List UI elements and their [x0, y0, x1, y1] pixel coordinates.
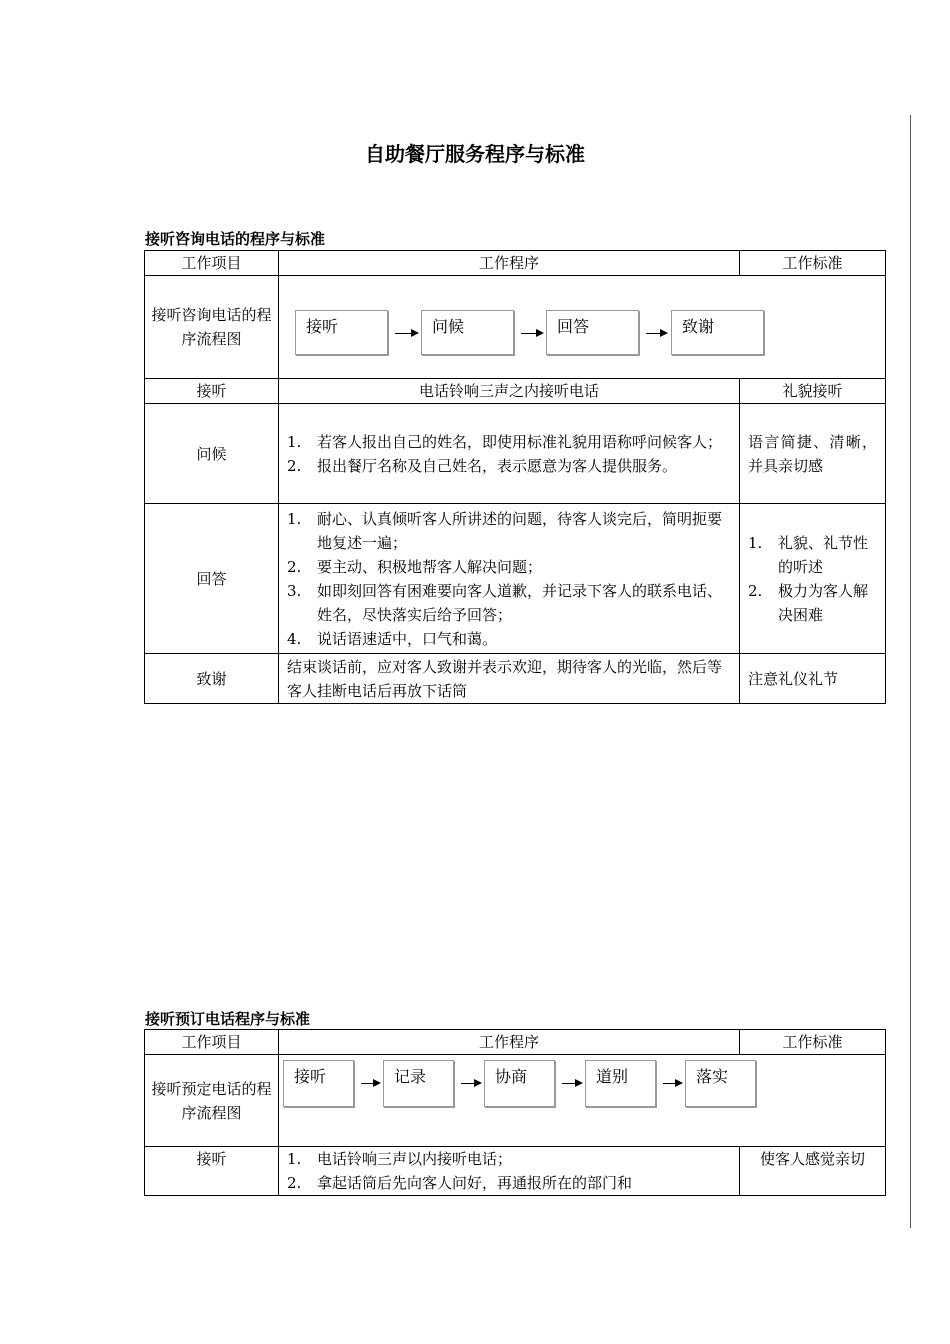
flowchart: [279, 1055, 885, 1146]
standard-list: [748, 531, 877, 627]
arrow-icon: [361, 1083, 379, 1084]
list-item: 2. 报出餐厅名称及自己姓名，表示愿意为客人提供服务。: [287, 456, 678, 475]
page-margin-rule: [910, 115, 911, 1228]
header-item: 工作项目: [145, 1030, 279, 1055]
header-item: 工作项目: [145, 251, 279, 276]
list-item: 2. 极力为客人解决困难: [748, 581, 869, 624]
page-title: 自助餐厅服务程序与标准: [365, 142, 585, 166]
row-procedure: [279, 1147, 740, 1196]
list-item: 1. 电话铃响三声以内接听电话；: [287, 1150, 513, 1168]
header-procedure: 工作程序: [279, 251, 740, 276]
row-item: 问候: [145, 404, 279, 504]
list-item: 2. 要主动、积极地帮客人解决问题；: [287, 557, 543, 576]
flowchart-row: [145, 1055, 886, 1147]
procedure-list: [287, 507, 731, 651]
header-standard: 工作标准: [740, 1030, 886, 1055]
flow-step: 致谢: [671, 310, 764, 355]
arrow-icon: [646, 333, 666, 334]
row-item: 接听: [145, 379, 279, 404]
procedure-list: [287, 430, 731, 478]
flowchart-row: [145, 276, 886, 379]
arrow-icon: [562, 1083, 581, 1084]
list-item: 1. 礼貌、礼节性的听述: [748, 533, 869, 576]
arrow-icon: [395, 333, 417, 334]
row-procedure: [279, 404, 740, 504]
table-header-row: [145, 1030, 886, 1055]
row-item: 回答: [145, 504, 279, 654]
row-standard: 注意礼仪礼节: [740, 654, 886, 704]
section2-heading: 接听预订电话程序与标准: [145, 1010, 311, 1028]
row-standard: 语言简捷、清晰，并具亲切感: [740, 404, 886, 504]
flowchart: [279, 276, 885, 378]
procedure-list: [287, 1147, 731, 1195]
row-procedure: 电话铃响三声之内接听电话: [279, 379, 740, 404]
arrow-icon: [521, 333, 542, 334]
arrow-icon: [461, 1083, 480, 1084]
row-standard: [740, 504, 886, 654]
flow-step: 协商: [484, 1060, 555, 1107]
flow-step: 落实: [685, 1060, 756, 1107]
list-item: 1. 若客人报出自己的姓名，即使用标准礼貌用语称呼问候客人；: [287, 432, 723, 451]
flow-step: 道别: [585, 1060, 656, 1107]
table-row: [145, 379, 886, 404]
row-item: 接听: [145, 1147, 279, 1196]
table-row: [145, 504, 886, 654]
row-standard: 礼貌接听: [740, 379, 886, 404]
table-row: [145, 654, 886, 704]
arrow-icon: [663, 1083, 681, 1084]
flowchart-cell: [279, 276, 886, 379]
table-row: [145, 1147, 886, 1196]
flowchart-cell: [279, 1055, 886, 1147]
header-procedure: 工作程序: [279, 1030, 740, 1055]
row-item: 致谢: [145, 654, 279, 704]
list-item: 1. 耐心、认真倾听客人所讲述的问题，待客人谈完后，简明扼要地复述一遍；: [287, 509, 723, 552]
row-procedure: 结束谈话前，应对客人致谢并表示欢迎，期待客人的光临，然后等客人挂断电话后再放下话筒: [279, 654, 740, 704]
list-item: 3. 如即刻回答有困难要向客人道歉，并记录下客人的联系电话、姓名，尽快落实后给予回答；: [287, 581, 723, 624]
flow-step: 记录: [383, 1060, 454, 1107]
list-item: 2. 拿起话筒后先向客人问好，再通报所在的部门和: [287, 1174, 633, 1192]
row-standard: 使客人感觉亲切: [740, 1147, 886, 1196]
header-standard: 工作标准: [740, 251, 886, 276]
flow-label: 接听预定电话的程序流程图: [145, 1055, 279, 1147]
flow-label: 接听咨询电话的程序流程图: [145, 276, 279, 379]
flow-step: 回答: [546, 310, 639, 355]
list-item: 4. 说话语速适中，口气和蔼。: [287, 629, 498, 648]
flow-step: 接听: [283, 1060, 354, 1107]
table-header-row: [145, 251, 886, 276]
section2-table: [144, 1029, 886, 1196]
section1-table: [144, 250, 886, 704]
flow-step: 问候: [421, 310, 514, 355]
section1-heading: 接听咨询电话的程序与标准: [145, 230, 326, 248]
flow-step: 接听: [295, 310, 388, 355]
row-procedure: [279, 504, 740, 654]
table-row: [145, 404, 886, 504]
